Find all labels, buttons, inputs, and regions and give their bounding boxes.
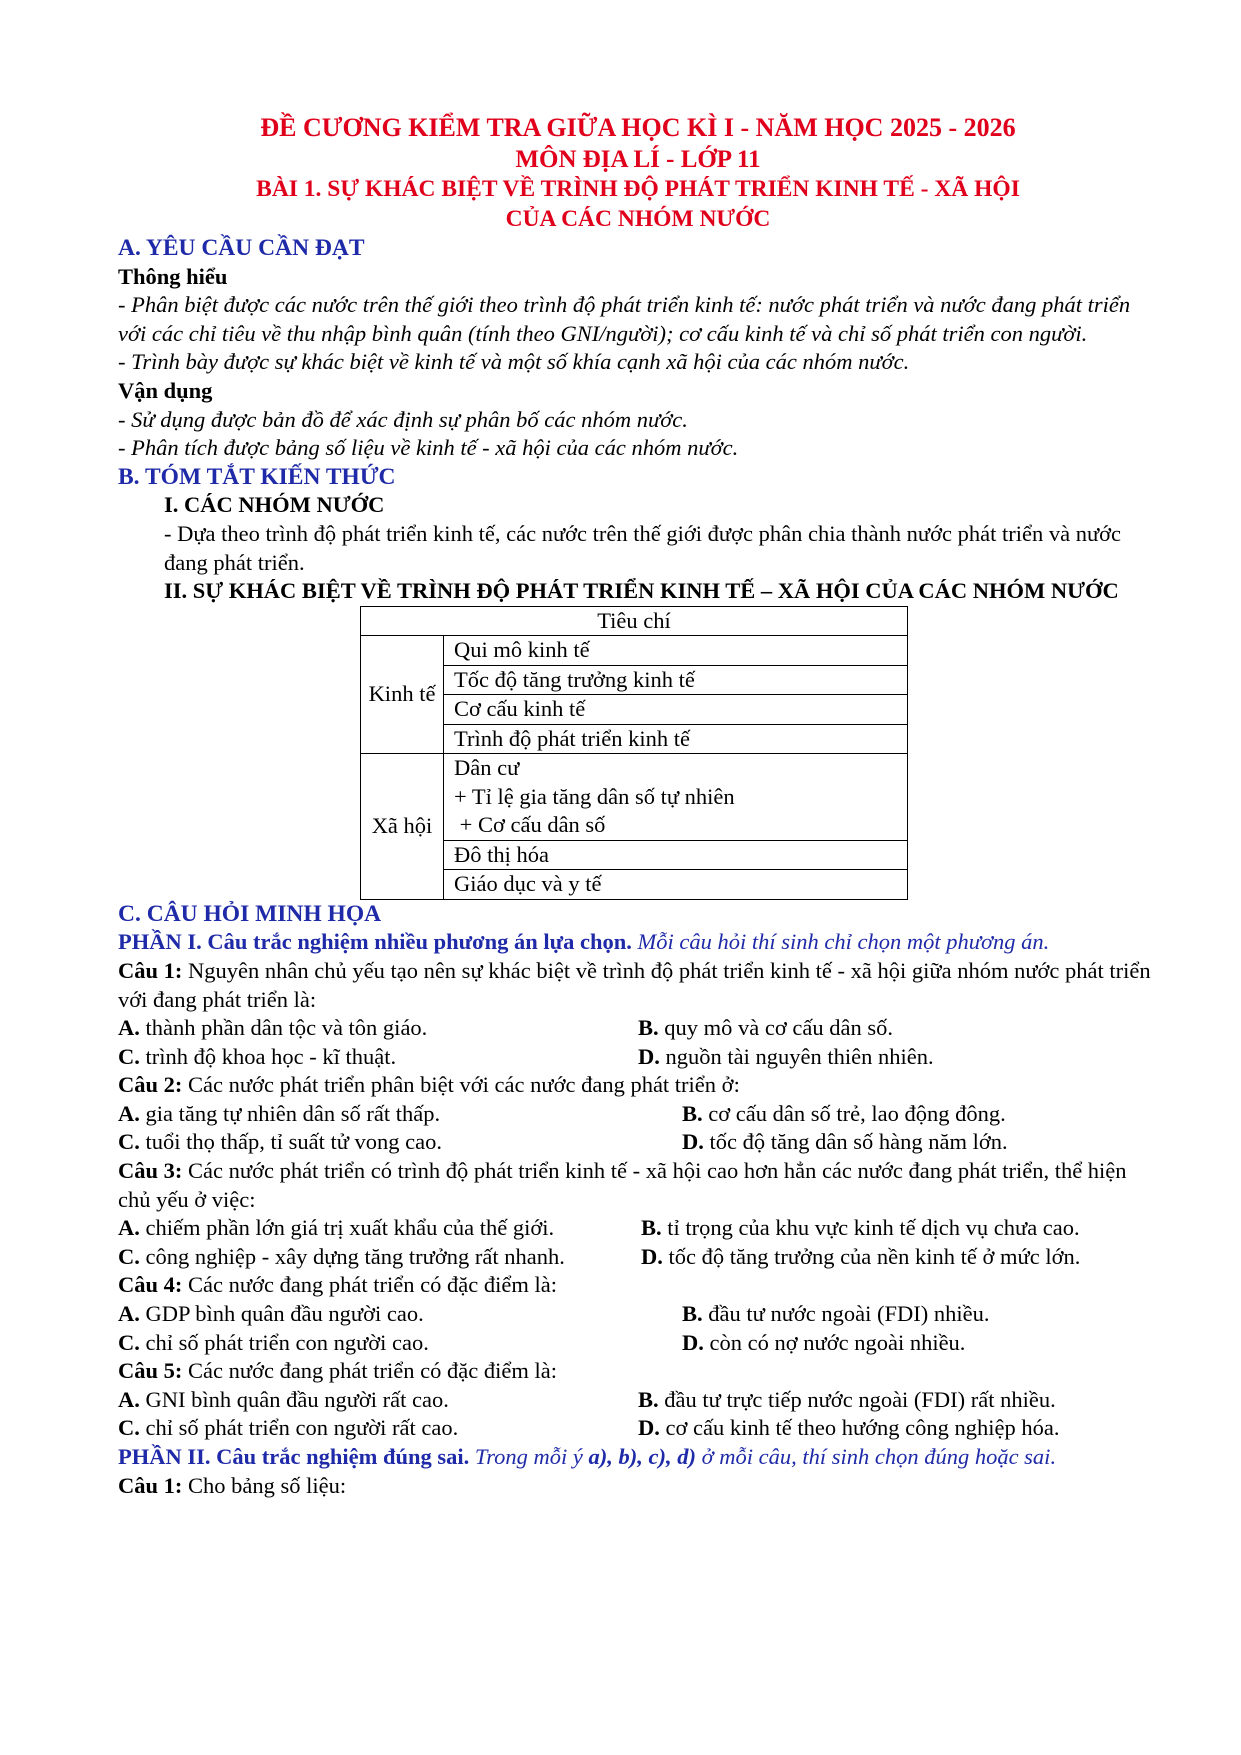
question: Câu 1: Nguyên nhân chủ yếu tạo nên sự khác biệt về trình độ phát triển kinh tế - xã hội giữa nhóm nước phát triển với đang phát triển là: <box>118 957 1151 1012</box>
option-d[interactable]: D. cơ cấu kinh tế theo hướng công nghiệp hóa. <box>638 1415 1060 1441</box>
table-cell: Cơ cấu kinh tế <box>444 695 908 725</box>
group-economy: Kinh tế <box>361 636 444 754</box>
cell-line: + Cơ cấu dân số <box>454 812 606 838</box>
options-row <box>118 1014 1158 1043</box>
cell-line: + Tỉ lệ gia tăng dân số tự nhiên <box>454 783 735 809</box>
table-cell: Giáo dục và y tế <box>444 870 908 900</box>
requirement-item: - Phân biệt được các nước trên thế giới theo trình độ phát triển kinh tế: nước phát triển và nước đang phát triển với các chỉ tiêu về thu nhập bình quân (tính theo GNI/người); cơ cấu kinh tế và chỉ số phát triển con người. <box>118 292 1131 346</box>
part-1-text: - Dựa theo trình độ phát triển kinh tế, các nước trên thế giới được phân chia thành nước phát triển và nước đang phát triển. <box>164 520 1122 575</box>
options-row <box>118 1243 1158 1272</box>
question: Câu 3: Các nước phát triển có trình độ phát triển kinh tế - xã hội cao hơn hẳn các nước đang phát triển, thể hiện chủ yếu ở việc: <box>118 1158 1127 1212</box>
cell-line: Dân cư <box>454 755 520 781</box>
question: Câu 4: Các nước đang phát triển có đặc điểm là: <box>118 1272 557 1298</box>
option-c[interactable]: C. chỉ số phát triển con người cao. <box>118 1329 429 1355</box>
table-cell-population <box>444 754 908 841</box>
option-a[interactable]: A. GDP bình quân đầu người cao. <box>118 1301 424 1327</box>
part-i-instruction <box>118 928 1158 957</box>
requirement-item: - Phân tích được bảng số liệu về kinh tế - xã hội của các nhóm nước. <box>118 435 739 461</box>
option-b[interactable]: B. quy mô và cơ cấu dân số. <box>638 1015 893 1041</box>
part-i-note: Mỗi câu hỏi thí sinh chỉ chọn một phương án. <box>631 929 1050 955</box>
options-row <box>118 1100 1158 1129</box>
doc-subject: MÔN ĐỊA LÍ - LỚP 11 <box>515 146 761 173</box>
option-d[interactable]: D. còn có nợ nước ngoài nhiều. <box>682 1329 966 1355</box>
group-society: Xã hội <box>361 754 444 900</box>
part-2-heading: II. SỰ KHÁC BIỆT VỀ TRÌNH ĐỘ PHÁT TRIỂN KINH TẾ – XÃ HỘI CỦA CÁC NHÓM NƯỚC <box>164 578 1119 604</box>
options-row <box>118 1300 1158 1329</box>
lesson-title-line1: BÀI 1. SỰ KHÁC BIỆT VỀ TRÌNH ĐỘ PHÁT TRIỂN KINH TẾ - XÃ HỘI <box>256 176 1020 202</box>
table-cell: Trình độ phát triển kinh tế <box>444 724 908 754</box>
options-row <box>118 1386 1158 1415</box>
table-cell: Tốc độ tăng trưởng kinh tế <box>444 665 908 695</box>
option-b[interactable]: B. đầu tư nước ngoài (FDI) nhiều. <box>682 1301 990 1327</box>
option-a[interactable]: A. GNI bình quân đầu người rất cao. <box>118 1386 449 1412</box>
table-cell: Đô thị hóa <box>444 840 908 870</box>
option-c[interactable]: C. trình độ khoa học - kĩ thuật. <box>118 1043 397 1069</box>
option-b[interactable]: B. cơ cấu dân số trẻ, lao động đông. <box>682 1100 1006 1126</box>
option-a[interactable]: A. gia tăng tự nhiên dân số rất thấp. <box>118 1100 441 1126</box>
document-page <box>118 112 1158 1500</box>
option-d[interactable]: D. tốc độ tăng trưởng của nền kinh tế ở mức lớn. <box>641 1243 1081 1269</box>
options-row <box>118 1414 1158 1443</box>
part-ii-instruction: PHẦN II. Câu trắc nghiệm đúng sai. Trong mỗi ý a), b), c), d) ở mỗi câu, thí sinh chọn đúng hoặc sai. <box>118 1444 1057 1469</box>
criteria-table <box>360 606 908 900</box>
section-a-heading: A. YÊU CẦU CẦN ĐẠT <box>118 235 365 261</box>
option-b[interactable]: B. tỉ trọng của khu vực kinh tế dịch vụ chưa cao. <box>641 1215 1080 1241</box>
options-row <box>118 1214 1158 1243</box>
part-ii-title: PHẦN II. Câu trắc nghiệm đúng sai. <box>118 1444 470 1469</box>
option-c[interactable]: C. tuổi thọ thấp, tỉ suất tử vong cao. <box>118 1129 443 1155</box>
section-b-heading: B. TÓM TẮT KIẾN THỨC <box>118 463 396 490</box>
option-a[interactable]: A. thành phần dân tộc và tôn giáo. <box>118 1015 428 1041</box>
option-c[interactable]: C. chỉ số phát triển con người rất cao. <box>118 1415 459 1441</box>
option-d[interactable]: D. tốc độ tăng dân số hàng năm lớn. <box>682 1129 1008 1155</box>
table-header: Tiêu chí <box>361 606 908 636</box>
requirement-item: - Sử dụng được bản đồ để xác định sự phân bố các nhóm nước. <box>118 406 688 432</box>
section-c-heading: C. CÂU HỎI MINH HỌA <box>118 900 382 927</box>
options-row <box>118 1329 1158 1358</box>
options-row <box>118 1128 1158 1157</box>
option-d[interactable]: D. nguồn tài nguyên thiên nhiên. <box>638 1043 934 1069</box>
subheading-understanding: Thông hiểu <box>118 263 228 289</box>
requirement-item: - Trình bày được sự khác biệt về kinh tế và một số khía cạnh xã hội của các nhóm nước. <box>118 349 910 375</box>
doc-title: ĐỀ CƯƠNG KIỂM TRA GIỮA HỌC KÌ I - NĂM HỌC 2025 - 2026 <box>260 113 1016 142</box>
part-1-heading: I. CÁC NHÓM NƯỚC <box>164 492 385 518</box>
option-a[interactable]: A. chiếm phần lớn giá trị xuất khẩu của thế giới. <box>118 1215 555 1241</box>
question: Câu 1: Cho bảng số liệu: <box>118 1472 347 1498</box>
option-b[interactable]: B. đầu tư trực tiếp nước ngoài (FDI) rất nhiều. <box>638 1386 1056 1412</box>
table-cell: Qui mô kinh tế <box>444 636 908 666</box>
question: Câu 2: Các nước phát triển phân biệt với các nước đang phát triển ở: <box>118 1072 740 1098</box>
lesson-title-line2: CỦA CÁC NHÓM NƯỚC <box>505 205 771 232</box>
subheading-application: Vận dụng <box>118 377 213 403</box>
options-row <box>118 1043 1158 1072</box>
option-c[interactable]: C. công nghiệp - xây dựng tăng trưởng rất nhanh. <box>118 1243 565 1269</box>
part-i-title: PHẦN I. Câu trắc nghiệm nhiều phương án lựa chọn. <box>118 929 632 955</box>
question: Câu 5: Các nước đang phát triển có đặc điểm là: <box>118 1358 557 1384</box>
